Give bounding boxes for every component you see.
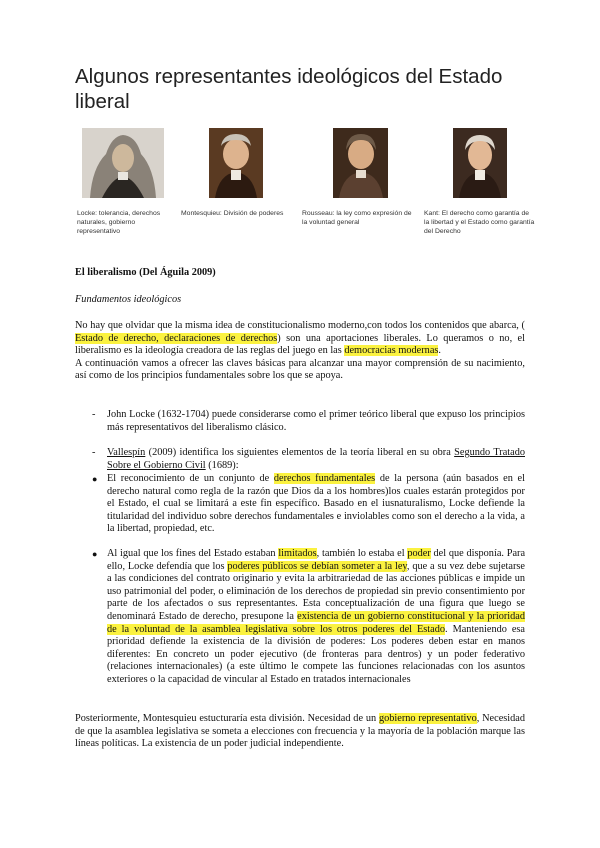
paragraph-intro: No hay que olvidar que la misma idea de constitucionalismo moderno,con todos los contenidos que abarca, ( Estado de derecho, declaraciones de derechos) son una aportaciones liberales. Lo queramos o no, el liberalismo es la ideología creadora de las reglas del juego en las democracias modernas. A continuación vamos a ofrecer las claves básicas para alcanzar una mayor comprensión de su nacimiento, así como de los principios fundamentales sobre los que se apoya. [75, 320, 525, 382]
slide-title: Algunos representantes ideológicos del Estado liberal [75, 65, 503, 113]
list-dash: - [92, 409, 96, 420]
portrait-montesquieu-icon [209, 128, 263, 198]
doc-heading: El liberalismo (Del Águila 2009) [75, 267, 216, 278]
list-item-derechos: El reconocimiento de un conjunto de derechos fundamentales de la persona (aún basados en el derecho natural como regla de la razón que Dios da a los hombres)los cuales estarán protegidos por el Estado, el cual se limitará a este fin específico. Basado en el iusnaturalismo, Locke defiende la titularidad del individuo sobre derechos fundamentales e inviolables como son el derecho a la vida, a la libertad, propiedad, etc. [107, 473, 525, 535]
portrait-locke-icon [82, 128, 164, 198]
portrait-kant-image [453, 128, 507, 198]
list-item-poder: Al igual que los fines del Estado estaban limitados, también lo estaba el poder del que disponía. Para ello, Locke defendía que los poderes públicos se debían someter a la ley, que a su vez debe sujetarse a las condiciones del contrato originario y evita la arbitrariedad de las acciones públicas e impide un uso patrimonial del poder, o eliminación de los derechos de propiedad sin previo consentimiento por parte de los afectados o sus representantes. Esta conceptualización de una figura que luego se denominará Estado de derecho, presupone la existencia de un gobierno constitucional y la prioridad de la voluntad de la asamblea legislativa sobre los otros poderes del Estado. Manteniendo esa prioridad defiende la existencia de la división de poderes: Los poderes deben estar en manos diferentes: En concreto un poder ejecutivo (de fronteras para dentros) y un poder federativo (relaciones internacionales) (a este último le compete las funciones relacionadas con los asuntos exteriores o la capacidad de vincular al Estado en tratados internacionales [107, 548, 526, 685]
paragraph-montesquieu: Posteriormente, Montesquieu estucturaría esta división. Necesidad de un gobierno representativo, Necesidad de que la asamblea legislativa se someta a elecciones con frecuencia y la mayoría de la población marque las líneas políticas. La existencia de un poder judicial independiente. [75, 713, 525, 750]
portrait-caption: Montesquieu: División de poderes [181, 210, 284, 217]
portrait-kant-icon [453, 128, 507, 198]
bullet: ● [92, 549, 98, 559]
highlight: poderes públicos se debían someter a la ley [227, 560, 407, 572]
portrait-rousseau-image [333, 128, 388, 198]
portrait-rousseau-icon [333, 128, 388, 198]
portrait-locke-image [82, 128, 164, 198]
highlight: gobierno representativo [378, 713, 477, 724]
highlight: limitados [278, 548, 317, 559]
highlight: democracias modernas [344, 345, 439, 357]
bullet: ● [92, 474, 98, 484]
highlight: existencia de un gobierno constitucional y la prioridad de la voluntad de la asamblea legislativa sobre los otros poderes del Estado [107, 610, 525, 635]
portrait-caption: Locke: tolerancia, derechos naturales, gobierno representativo [77, 210, 161, 235]
portrait-caption: Rousseau: la ley como expresión de la voluntad general [302, 210, 412, 226]
doc-subheading: Fundamentos ideológicos [75, 294, 182, 305]
highlight: derechos fundamentales [273, 473, 376, 484]
portrait-caption: Kant: El derecho como garantía de la libertad y el Estado como garantía del Derecho [424, 210, 535, 235]
portrait-montesquieu-image [209, 128, 263, 198]
list-dash: - [92, 447, 96, 458]
highlight: poder [407, 548, 431, 559]
list-item-locke: John Locke (1632-1704) puede considerarse como el primer teórico liberal que expuso los principios más representativos del liberalismo clásico. [107, 409, 525, 433]
highlight: Estado de derecho, declaraciones de derechos [75, 332, 278, 344]
list-item-vallespin: Vallespín (2009) identifica los siguientes elementos de la teoría liberal en su obra Segundo Tratado Sobre el Gobierno Civil (1689): [107, 447, 525, 471]
